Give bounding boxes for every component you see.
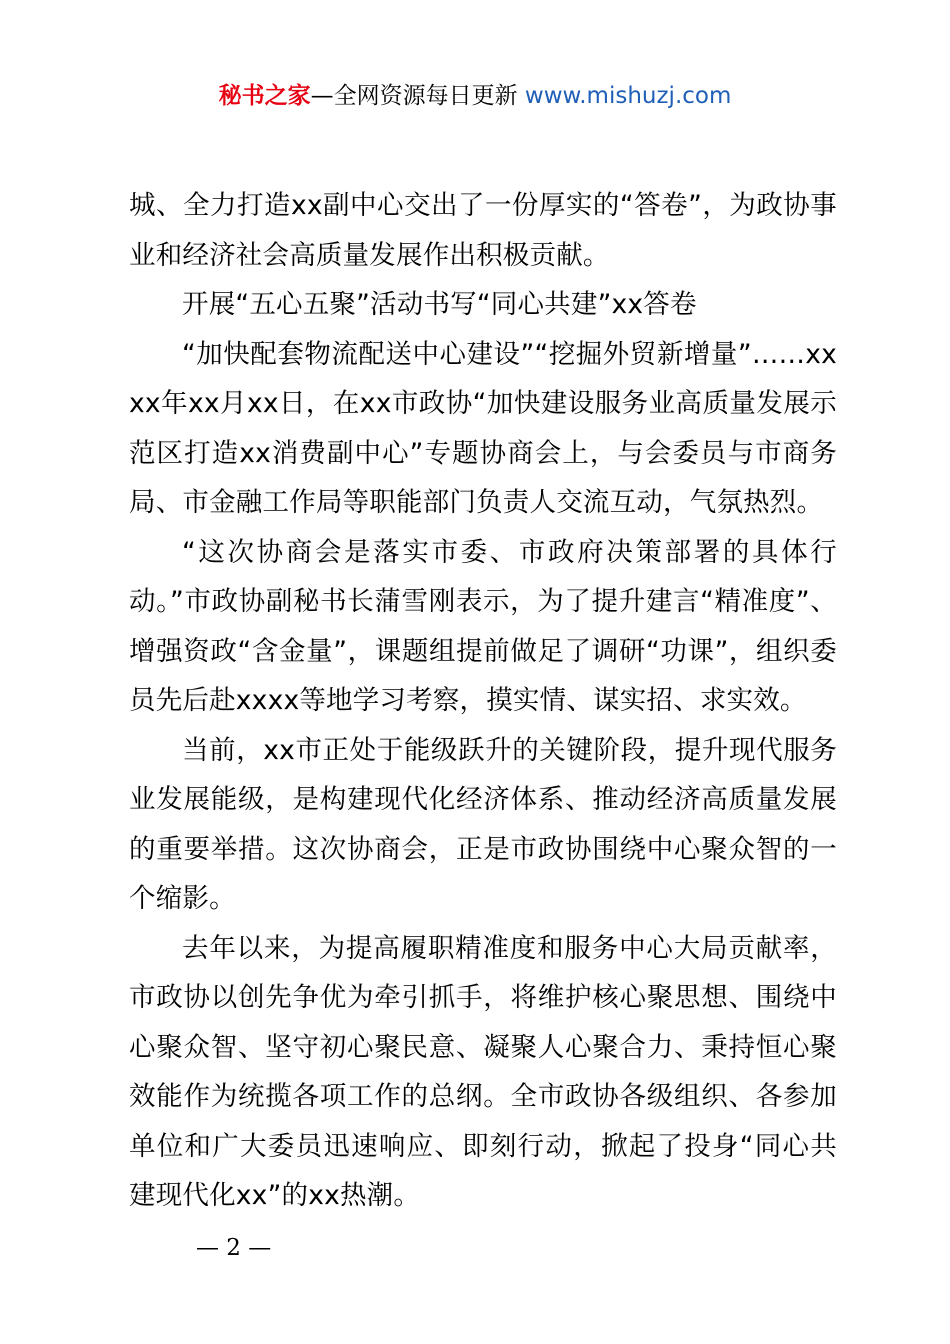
paragraph: 当前，xx市正处于能级跃升的关键阶段，提升现代服务业发展能级，是构建现代化经济体系、推动经济高质量发展的重要举措。这次协商会，正是市政协围绕中心聚众智的一个缩影。 [129,734,837,914]
paragraph: 去年以来，为提高履职精准度和服务中心大局贡献率，市政协以创先争优为牵引抓手，将维护核心聚思想、围绕中心聚众智、坚守初心聚民意、凝聚人心聚合力、秉持恒心聚效能作为统揽各项工作的总纲。全市政协各级组织、各参加单位和广大委员迅速响应、即刻行动，掀起了投身“同心共建现代化xx”的xx热潮。 [129,932,837,1211]
site-tagline: —全网资源每日更新 [310,83,518,109]
page-header [0,80,950,112]
section-heading: 开展“五心五聚”活动书写“同心共建”xx答卷 [182,289,697,320]
paragraph: “这次协商会是落实市委、市政府决策部署的具体行动。”市政协副秘书长蒲雪刚表示，为了提升建言“精准度”、增强资政“含金量”，课题组提前做足了调研“功课”，组织委员先后赴xxxx等地学习考察，摸实情、谋实招、求实效。 [129,536,837,716]
site-brand: 秘书之家 [218,83,311,109]
paragraph-continuation: 城、全力打造xx副中心交出了一份厚实的“答卷”，为政协事业和经济社会高质量发展作出积极贡献。 [129,190,837,271]
page-number: — 2 — [196,1235,272,1261]
paragraph: “加快配套物流配送中心建设”“挖掘外贸新增量”……xxxx年xx月xx日，在xx市政协“加快建设服务业高质量发展示范区打造xx消费副中心”专题协商会上，与会委员与市商务局、市金融工作局等职能部门负责人交流互动，气氛热烈。 [129,338,837,518]
site-url-link[interactable]: www.mishuzj.com [524,83,732,109]
document-body [129,181,837,1221]
